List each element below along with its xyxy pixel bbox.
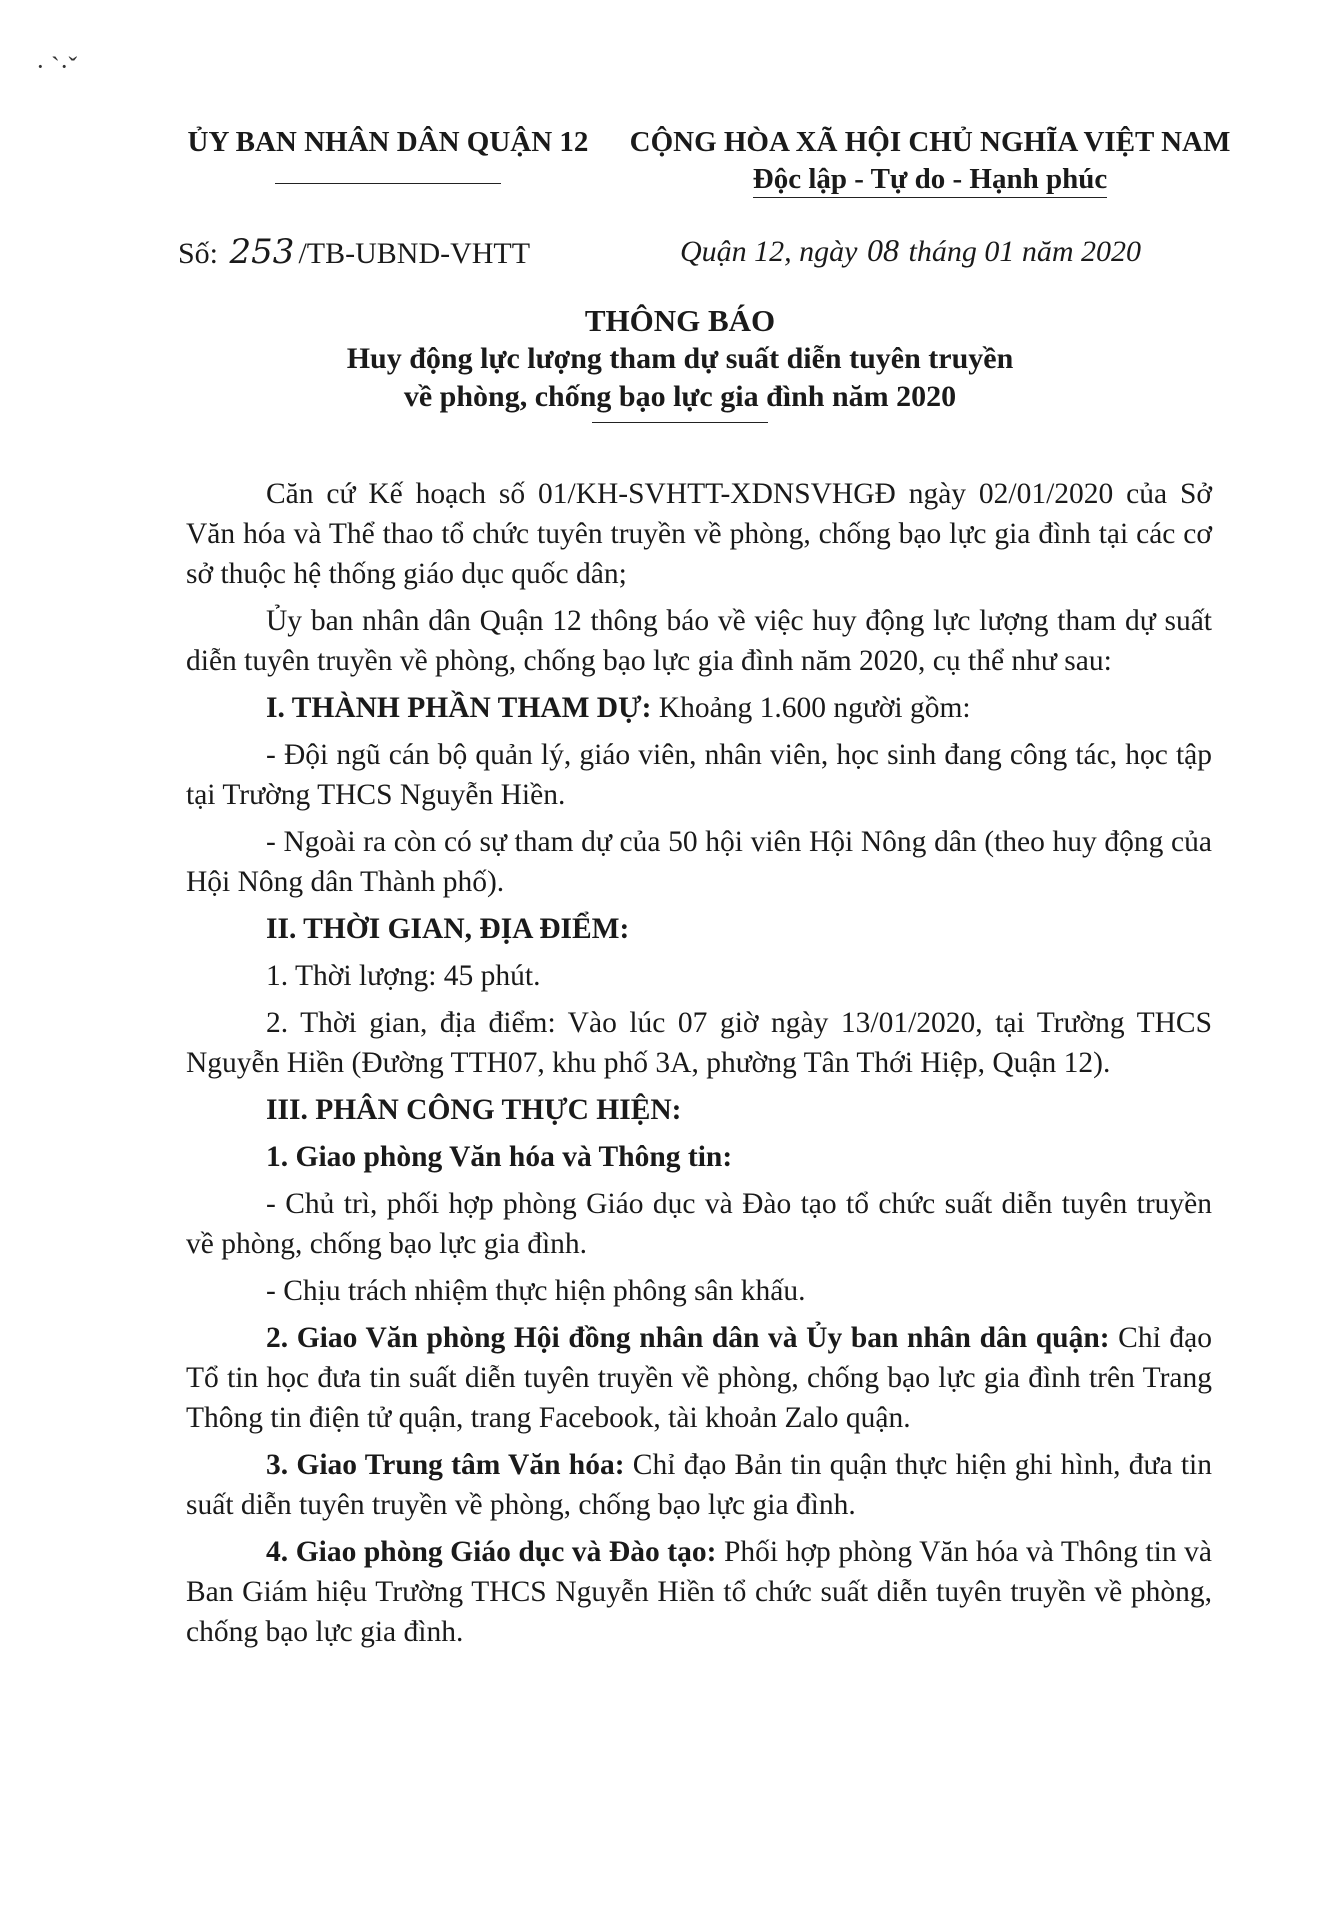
motto-line [600,163,1260,196]
section-2-heading: II. THỜI GIAN, ĐỊA ĐIỂM: [266,913,630,945]
title-sub2: về phòng, chống bạo lực gia đình năm 2020 [403,380,957,413]
section-3-2-heading: 2. Giao Văn phòng Hội đồng nhân dân và Ủy ban nhân dân quận: [266,1322,1110,1354]
section-1-bullet-1: - Đội ngũ cán bộ quản lý, giáo viên, nhân viên, học sinh đang công tác, học tập tại Trường THCS Nguyễn Hiền. [186,739,1212,811]
section-3-4-text: Phối hợp phòng Văn hóa và Thông tin và Ban Giám hiệu Trường THCS Nguyễn Hiền tổ chức suất diễn tuyên truyền về phòng, chống bạo lực gia đình. [186,1536,1212,1648]
number-handwritten: 253 [229,232,295,272]
date-day: 08 [866,232,899,268]
paragraph-intro: Ủy ban nhân dân Quận 12 thông báo về việc huy động lực lượng tham dự suất diễn tuyên truyền về phòng, chống bạo lực gia đình năm 2020, cụ thể như sau: [186,605,1212,677]
section-3-1-heading: 1. Giao phòng Văn hóa và Thông tin: [266,1141,733,1173]
section-1-bullet-2: - Ngoài ra còn có sự tham dự của 50 hội viên Hội Nông dân (theo huy động của Hội Nông dân Thành phố). [186,826,1212,898]
section-3-2-text: Chỉ đạo Tổ tin học đưa tin suất diễn tuyên truyền về phòng, chống bạo lực gia đình trên Trang Thông tin điện tử quận, trang Facebook, tài khoản Zalo quận. [186,1322,1212,1434]
document-number [178,232,530,272]
title-underline [592,422,768,423]
corner-scribble: · ˋ·ˇ [36,52,78,81]
org-name: ỦY BAN NHÂN DÂN QUẬN 12 [187,126,589,158]
motto: Độc lập - Tự do - Hạnh phúc [753,163,1108,198]
title-main: THÔNG BÁO [584,303,776,338]
section-1-text: Khoảng 1.600 người gồm: [651,692,971,724]
paragraph-basis: Căn cứ Kế hoạch số 01/KH-SVHTT-XDNSVHGĐ ngày 02/01/2020 của Sở Văn hóa và Thể thao tổ chức tuyên truyền về phòng, chống bạo lực gia đình tại các cơ sở thuộc hệ thống giáo dục quốc dân; [186,478,1212,590]
issuing-authority [178,126,598,184]
section-2-item-2: 2. Thời gian, địa điểm: Vào lúc 07 giờ ngày 13/01/2020, tại Trường THCS Nguyễn Hiền (Đường TTH07, khu phố 3A, phường Tân Thới Hiệp, Quận 12). [186,1007,1212,1079]
document-date [680,232,1141,269]
title-sub1: Huy động lực lượng tham dự suất diễn tuyên truyền [346,342,1014,375]
org-underline [275,183,501,184]
national-header [600,126,1260,196]
number-label: Số: [178,237,219,270]
section-3-2 [186,1318,1212,1438]
section-1 [186,688,1212,728]
section-2-item-1: 1. Thời lượng: 45 phút. [266,960,541,992]
number-suffix: /TB-UBND-VHTT [298,237,531,270]
date-prefix: Quận 12, ngày [680,235,858,268]
section-3-3 [186,1445,1212,1525]
nation-name: CỘNG HÒA XÃ HỘI CHỦ NGHĨA VIỆT NAM [629,126,1231,158]
section-3-4-heading: 4. Giao phòng Giáo dục và Đào tạo: [266,1536,717,1568]
section-1-heading: I. THÀNH PHẦN THAM DỰ: [266,692,652,724]
date-suffix: tháng 01 năm 2020 [908,235,1141,268]
section-3-3-text: Chỉ đạo Bản tin quận thực hiện ghi hình, đưa tin suất diễn tuyên truyền về phòng, chống bạo lực gia đình. [186,1449,1213,1521]
section-3-1-bullet-1: - Chủ trì, phối hợp phòng Giáo dục và Đào tạo tổ chức suất diễn tuyên truyền về phòng, chống bạo lực gia đình. [186,1188,1212,1260]
section-3-4 [186,1532,1212,1652]
document-body [186,474,1212,1659]
notice-title [300,302,1060,423]
section-3-3-heading: 3. Giao Trung tâm Văn hóa: [266,1449,625,1481]
section-3-1-bullet-2: - Chịu trách nhiệm thực hiện phông sân khấu. [266,1275,806,1307]
section-3-heading: III. PHÂN CÔNG THỰC HIỆN: [266,1094,682,1126]
